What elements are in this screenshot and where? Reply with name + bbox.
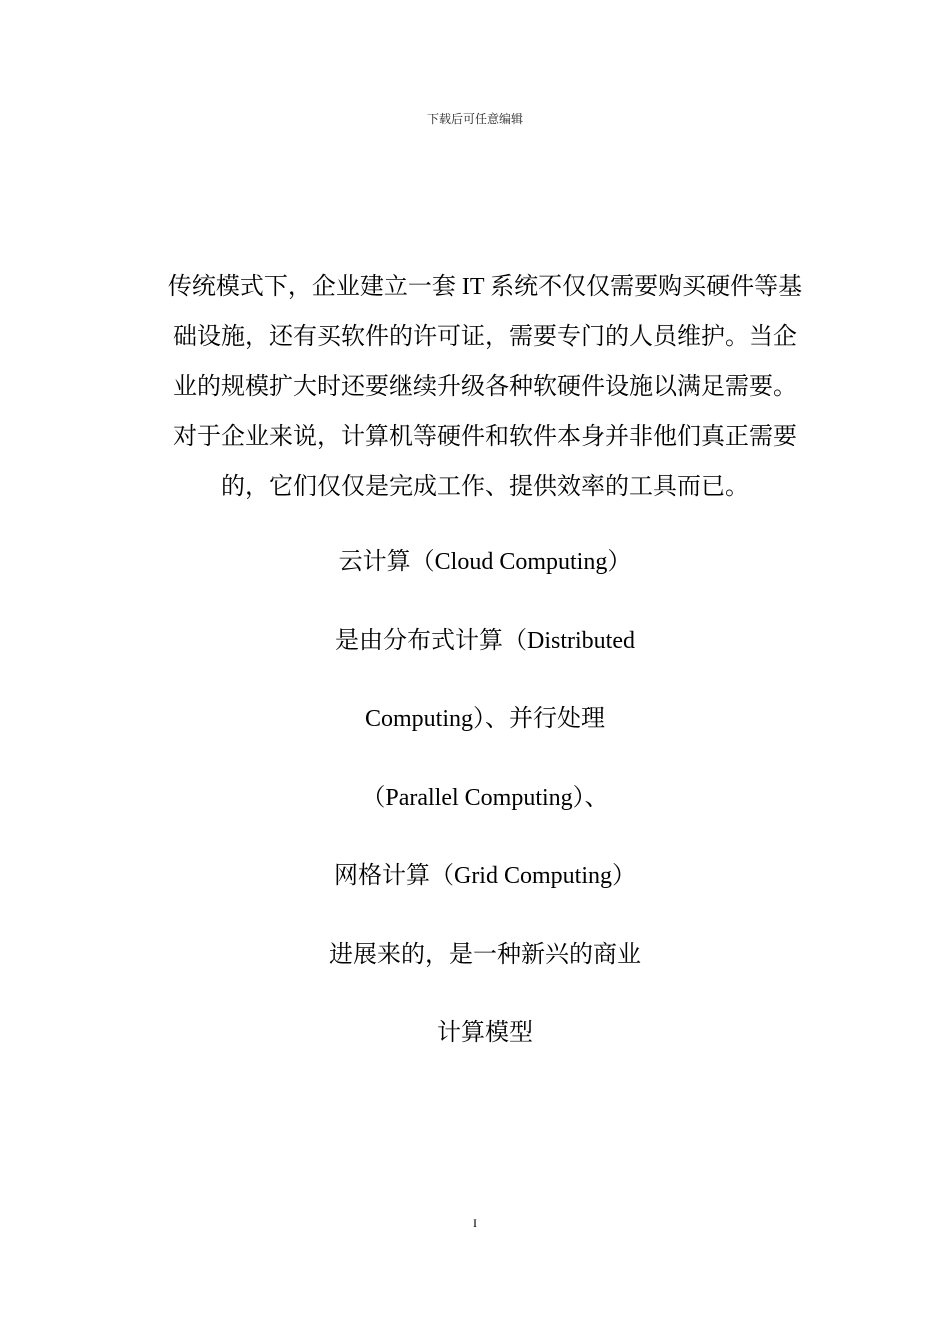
cloud-computing-title <box>140 540 830 1090</box>
title-line: 是由分布式计算（Distributed <box>335 627 635 654</box>
page-number: I <box>473 1216 477 1230</box>
title-line: （Parallel Computing）、 <box>361 784 609 811</box>
intro-line: 传统模式下，企业建立一套 IT 系统不仅仅需要购买硬件等基 <box>167 274 803 300</box>
title-line: 云计算（Cloud Computing） <box>338 549 632 575</box>
title-line: 计算模型 <box>437 1020 533 1046</box>
title-line: 进展来的，是一种新兴的商业 <box>329 941 641 968</box>
title-line: 网格计算（Grid Computing） <box>333 863 636 889</box>
title-line: Computing）、并行处理 <box>364 706 605 732</box>
intro-line: 础设施，还有买软件的许可证，需要专门的人员维护。当企 <box>173 324 797 350</box>
intro-paragraph <box>140 262 830 512</box>
intro-line: 业的规模扩大时还要继续升级各种软硬件设施以满足需要。 <box>173 374 797 400</box>
header-note: 下载后可任意编辑 <box>426 112 523 126</box>
intro-line: 的，它们仅仅是完成工作、提供效率的工具而已。 <box>221 474 749 500</box>
intro-line: 对于企业来说，计算机等硬件和软件本身并非他们真正需要 <box>173 424 797 450</box>
